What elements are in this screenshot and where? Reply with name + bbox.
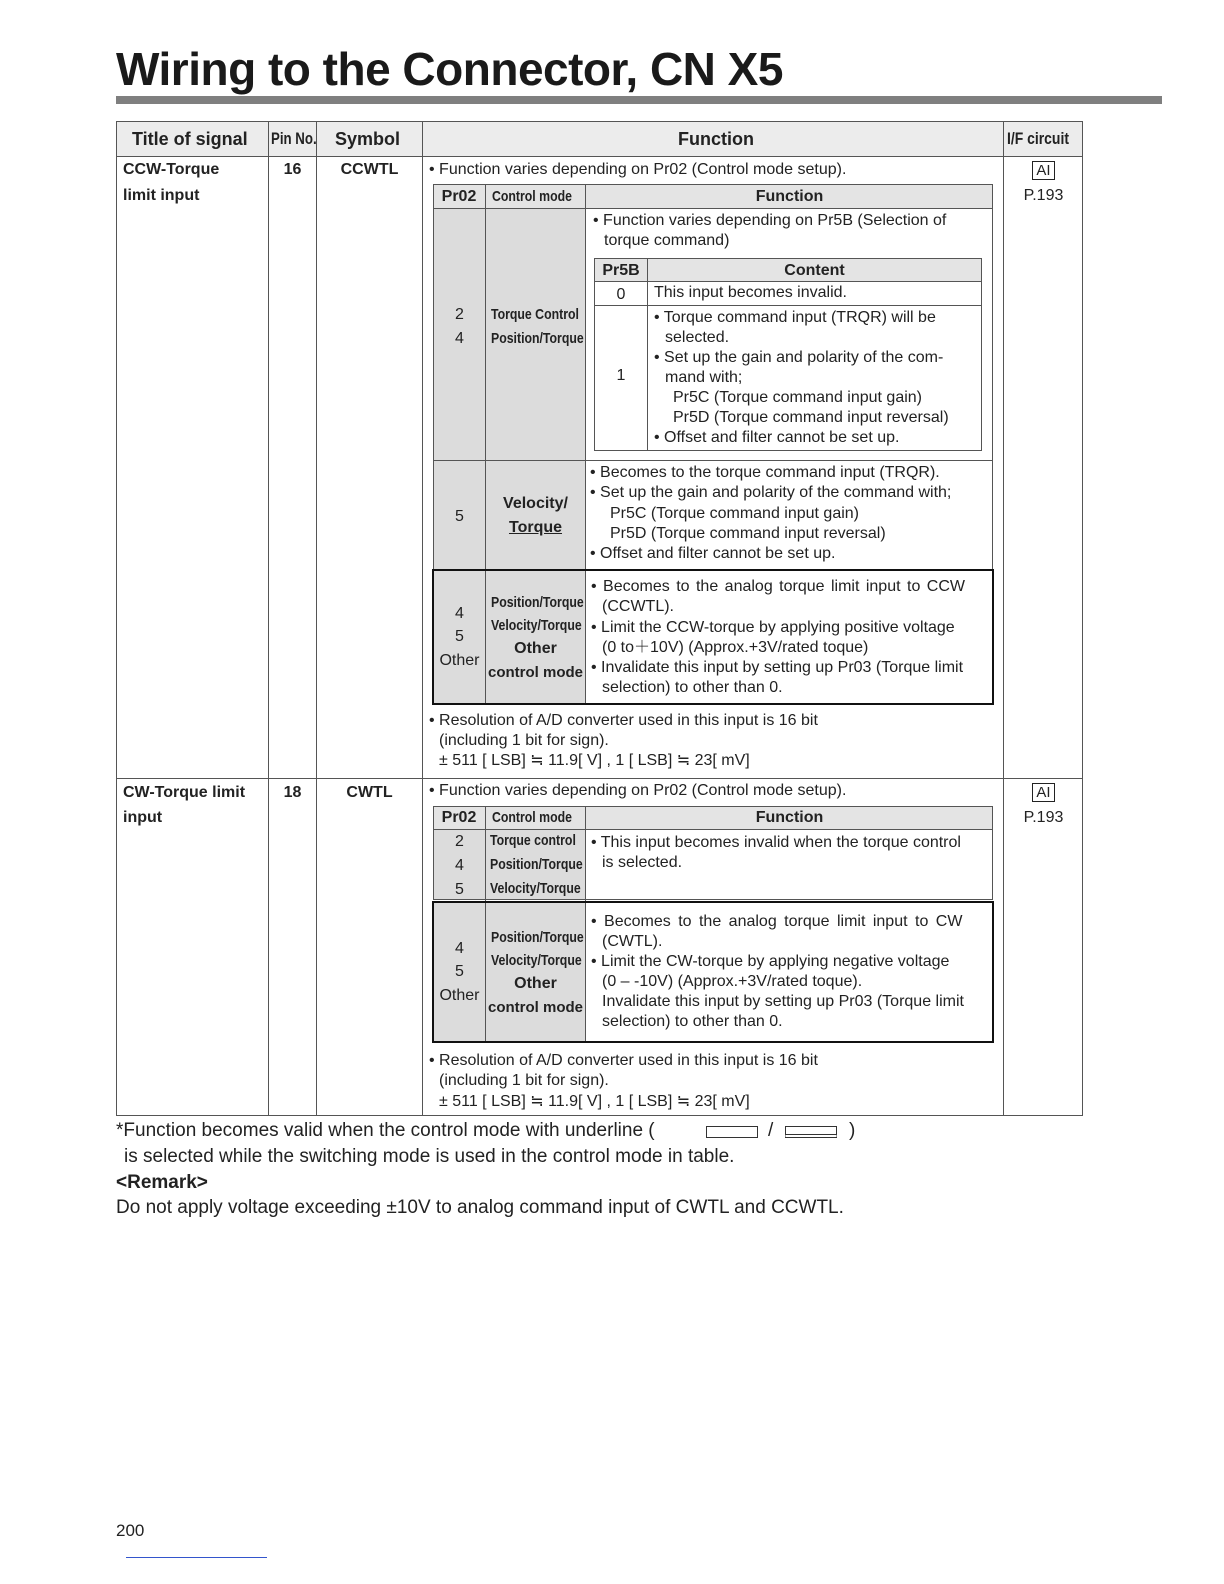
table-header-row bbox=[116, 121, 1083, 157]
row1-c-mode-4: control mode bbox=[487, 664, 583, 681]
note-line1: *Function becomes valid when the control mode with underline ( bbox=[116, 1120, 655, 1141]
row2-a-mode-3: Velocity/Torque bbox=[490, 880, 581, 897]
row1-c-line: (0 to＋10V) (Approx.+3V/rated toque) bbox=[602, 639, 869, 656]
pr5b-0-content: This input becomes invalid. bbox=[654, 284, 847, 301]
col-sep bbox=[422, 121, 423, 1116]
row1-symbol: CCWTL bbox=[340, 161, 399, 178]
pr5b-1-line: Pr5C (Torque command input gain) bbox=[673, 389, 923, 406]
col-sep bbox=[1003, 121, 1004, 1116]
row2-a-mode-1: Torque control bbox=[490, 832, 576, 849]
note-close-paren: ) bbox=[849, 1120, 856, 1141]
pr5b-1-value: 1 bbox=[616, 367, 626, 384]
col-sep bbox=[316, 121, 317, 1116]
row2-c-pr02-1: 4 bbox=[455, 940, 464, 957]
row1-resolution: ± 511 [ LSB] ≒ 11.9[ V] , 1 [ LSB] ≒ 23[ mV] bbox=[439, 752, 750, 769]
row1-c-mode-3: Other bbox=[514, 640, 557, 657]
row1-b-line: • Becomes to the torque command input (TRQR). bbox=[590, 464, 940, 481]
row1-b-mode-2 bbox=[486, 518, 585, 538]
row2-c-mode-2: Velocity/Torque bbox=[491, 952, 582, 969]
note-separator: / bbox=[768, 1120, 774, 1141]
row2-a-mode-2: Position/Torque bbox=[490, 856, 583, 873]
row2-title-line1: CW-Torque limit bbox=[123, 784, 246, 801]
header-symbol: Symbol bbox=[335, 129, 401, 149]
header-title-of-signal: Title of signal bbox=[132, 129, 248, 149]
underline-sample-double bbox=[785, 1126, 837, 1138]
row1-if-page: P.193 bbox=[1023, 187, 1064, 204]
remark-text: Do not apply voltage exceeding ±10V to analog command input of CWTL and CCWTL. bbox=[116, 1197, 844, 1218]
row1-a-mode-2: Position/Torque bbox=[491, 330, 584, 347]
row2-c-line: (0 – -10V) (Approx.+3V/rated toque). bbox=[602, 973, 863, 990]
row1-resolution: (including 1 bit for sign). bbox=[439, 732, 609, 749]
header-if-circuit: I/F circuit bbox=[1007, 129, 1069, 148]
row1-c-line: (CCWTL). bbox=[602, 598, 674, 615]
row2-c-line: • Limit the CW-torque by applying negative voltage bbox=[591, 953, 950, 970]
pr5b-1-line: Pr5D (Torque command input reversal) bbox=[673, 409, 949, 426]
row2-sub-function: Function bbox=[755, 809, 824, 826]
row2-a-line: is selected. bbox=[602, 854, 683, 871]
row1-a-text-2: torque command) bbox=[604, 232, 730, 249]
row2-pin: 18 bbox=[283, 784, 302, 801]
row2-c-line: selection) to other than 0. bbox=[602, 1013, 783, 1030]
row2-a-pr02-3: 5 bbox=[455, 881, 464, 898]
row2-c-line: Invalidate this input by setting up Pr03 (Torque limit bbox=[602, 993, 964, 1010]
row2-c-line: (CWTL). bbox=[602, 933, 663, 950]
underlined-mode: Torque bbox=[508, 519, 563, 536]
page-title: Wiring to the Connector, CN X5 bbox=[116, 43, 783, 95]
row1-c-pr02-3: Other bbox=[439, 652, 480, 669]
analog-input-icon: AI bbox=[1032, 161, 1054, 180]
row1-intro: • Function varies depending on Pr02 (Control mode setup). bbox=[429, 161, 847, 178]
col-sep bbox=[268, 121, 269, 1116]
row2-c-mode-1: Position/Torque bbox=[491, 929, 584, 946]
row2-sub-pr02: Pr02 bbox=[441, 809, 477, 826]
underline-sample-single bbox=[706, 1126, 758, 1138]
row1-sub-pr02: Pr02 bbox=[441, 188, 477, 205]
pr5b-header: Pr5B bbox=[602, 262, 640, 279]
remark-title: <Remark> bbox=[116, 1172, 208, 1193]
row1-b-line: • Offset and filter cannot be set up. bbox=[590, 545, 836, 562]
row2-c-mode-3: Other bbox=[514, 975, 557, 992]
row2-c-pr02-3: Other bbox=[439, 987, 480, 1004]
row1-title-line2: limit input bbox=[123, 187, 200, 204]
pr5b-0-value: 0 bbox=[616, 286, 626, 303]
header-function: Function bbox=[678, 129, 754, 149]
row2-sub-mode: Control mode bbox=[492, 809, 572, 826]
row1-b-mode-1: Velocity/ bbox=[503, 495, 568, 512]
pr5b-1-line: • Offset and filter cannot be set up. bbox=[654, 429, 900, 446]
row1-c-line: • Invalidate this input by setting up Pr03 (Torque limit bbox=[591, 659, 964, 676]
row1-resolution: • Resolution of A/D converter used in this input is 16 bit bbox=[429, 712, 818, 729]
row1-a-text-1: • Function varies depending on Pr5B (Selection of bbox=[593, 212, 947, 229]
row1-title-line1: CCW-Torque bbox=[123, 161, 220, 178]
row1-b-pr02: 5 bbox=[455, 508, 464, 525]
pr5b-1-line: • Set up the gain and polarity of the com- bbox=[654, 349, 944, 366]
title-rule bbox=[116, 96, 1162, 104]
row2-resolution: • Resolution of A/D converter used in this input is 16 bit bbox=[429, 1052, 818, 1069]
header-pin-no: Pin No. bbox=[271, 129, 317, 148]
row1-c-line: • Becomes to the analog torque limit input to CCW bbox=[591, 578, 965, 595]
row2-a-pr02-1: 2 bbox=[455, 833, 464, 850]
row1-c-line: • Limit the CCW-torque by applying positive voltage bbox=[591, 619, 955, 636]
row2-intro: • Function varies depending on Pr02 (Control mode setup). bbox=[429, 782, 847, 799]
row2-resolution: (including 1 bit for sign). bbox=[439, 1072, 609, 1089]
footer-link-line bbox=[126, 1557, 267, 1558]
row1-c-mode-1: Position/Torque bbox=[491, 594, 584, 611]
row1-c-pr02-1: 4 bbox=[455, 605, 464, 622]
row-sep bbox=[116, 778, 1083, 779]
row2-a-line: • This input becomes invalid when the torque control bbox=[591, 834, 961, 851]
row1-a-pr02-2: 4 bbox=[455, 330, 464, 347]
pr5b-1-line: mand with; bbox=[665, 369, 743, 386]
note-line2: is selected while the switching mode is used in the control mode in table. bbox=[124, 1146, 735, 1167]
row1-sub-function: Function bbox=[755, 188, 824, 205]
row1-b-line: Pr5C (Torque command input gain) bbox=[610, 505, 860, 522]
row2-c-pr02-2: 5 bbox=[455, 963, 464, 980]
row2-title-line2: input bbox=[123, 809, 163, 826]
row1-a-pr02-1: 2 bbox=[455, 306, 464, 323]
row2-c-line: • Becomes to the analog torque limit input to CW bbox=[591, 913, 963, 930]
row2-symbol: CWTL bbox=[346, 784, 393, 801]
row2-if-page: P.193 bbox=[1023, 809, 1064, 826]
row1-b-line: Pr5D (Torque command input reversal) bbox=[610, 525, 886, 542]
row2-c-mode-4: control mode bbox=[487, 999, 583, 1016]
pr5b-content-header: Content bbox=[784, 262, 845, 279]
pr5b-1-line: • Torque command input (TRQR) will be bbox=[654, 309, 936, 326]
row2-a-pr02-2: 4 bbox=[455, 857, 464, 874]
row1-if-icon-wrap bbox=[1004, 161, 1083, 181]
page-number: 200 bbox=[116, 1521, 145, 1540]
row1-sub-mode: Control mode bbox=[492, 188, 572, 205]
row1-c-line: selection) to other than 0. bbox=[602, 679, 783, 696]
row1-c-pr02-2: 5 bbox=[455, 628, 464, 645]
row2-resolution: ± 511 [ LSB] ≒ 11.9[ V] , 1 [ LSB] ≒ 23[ mV] bbox=[439, 1093, 750, 1110]
row1-c-mode-2: Velocity/Torque bbox=[491, 617, 582, 634]
pr5b-1-line: selected. bbox=[665, 329, 730, 346]
row2-if-icon-wrap bbox=[1004, 783, 1083, 803]
row1-a-mode-1: Torque Control bbox=[491, 306, 579, 323]
row1-b-line: • Set up the gain and polarity of the command with; bbox=[590, 484, 952, 501]
analog-input-icon: AI bbox=[1032, 783, 1054, 802]
row1-pin: 16 bbox=[283, 161, 302, 178]
